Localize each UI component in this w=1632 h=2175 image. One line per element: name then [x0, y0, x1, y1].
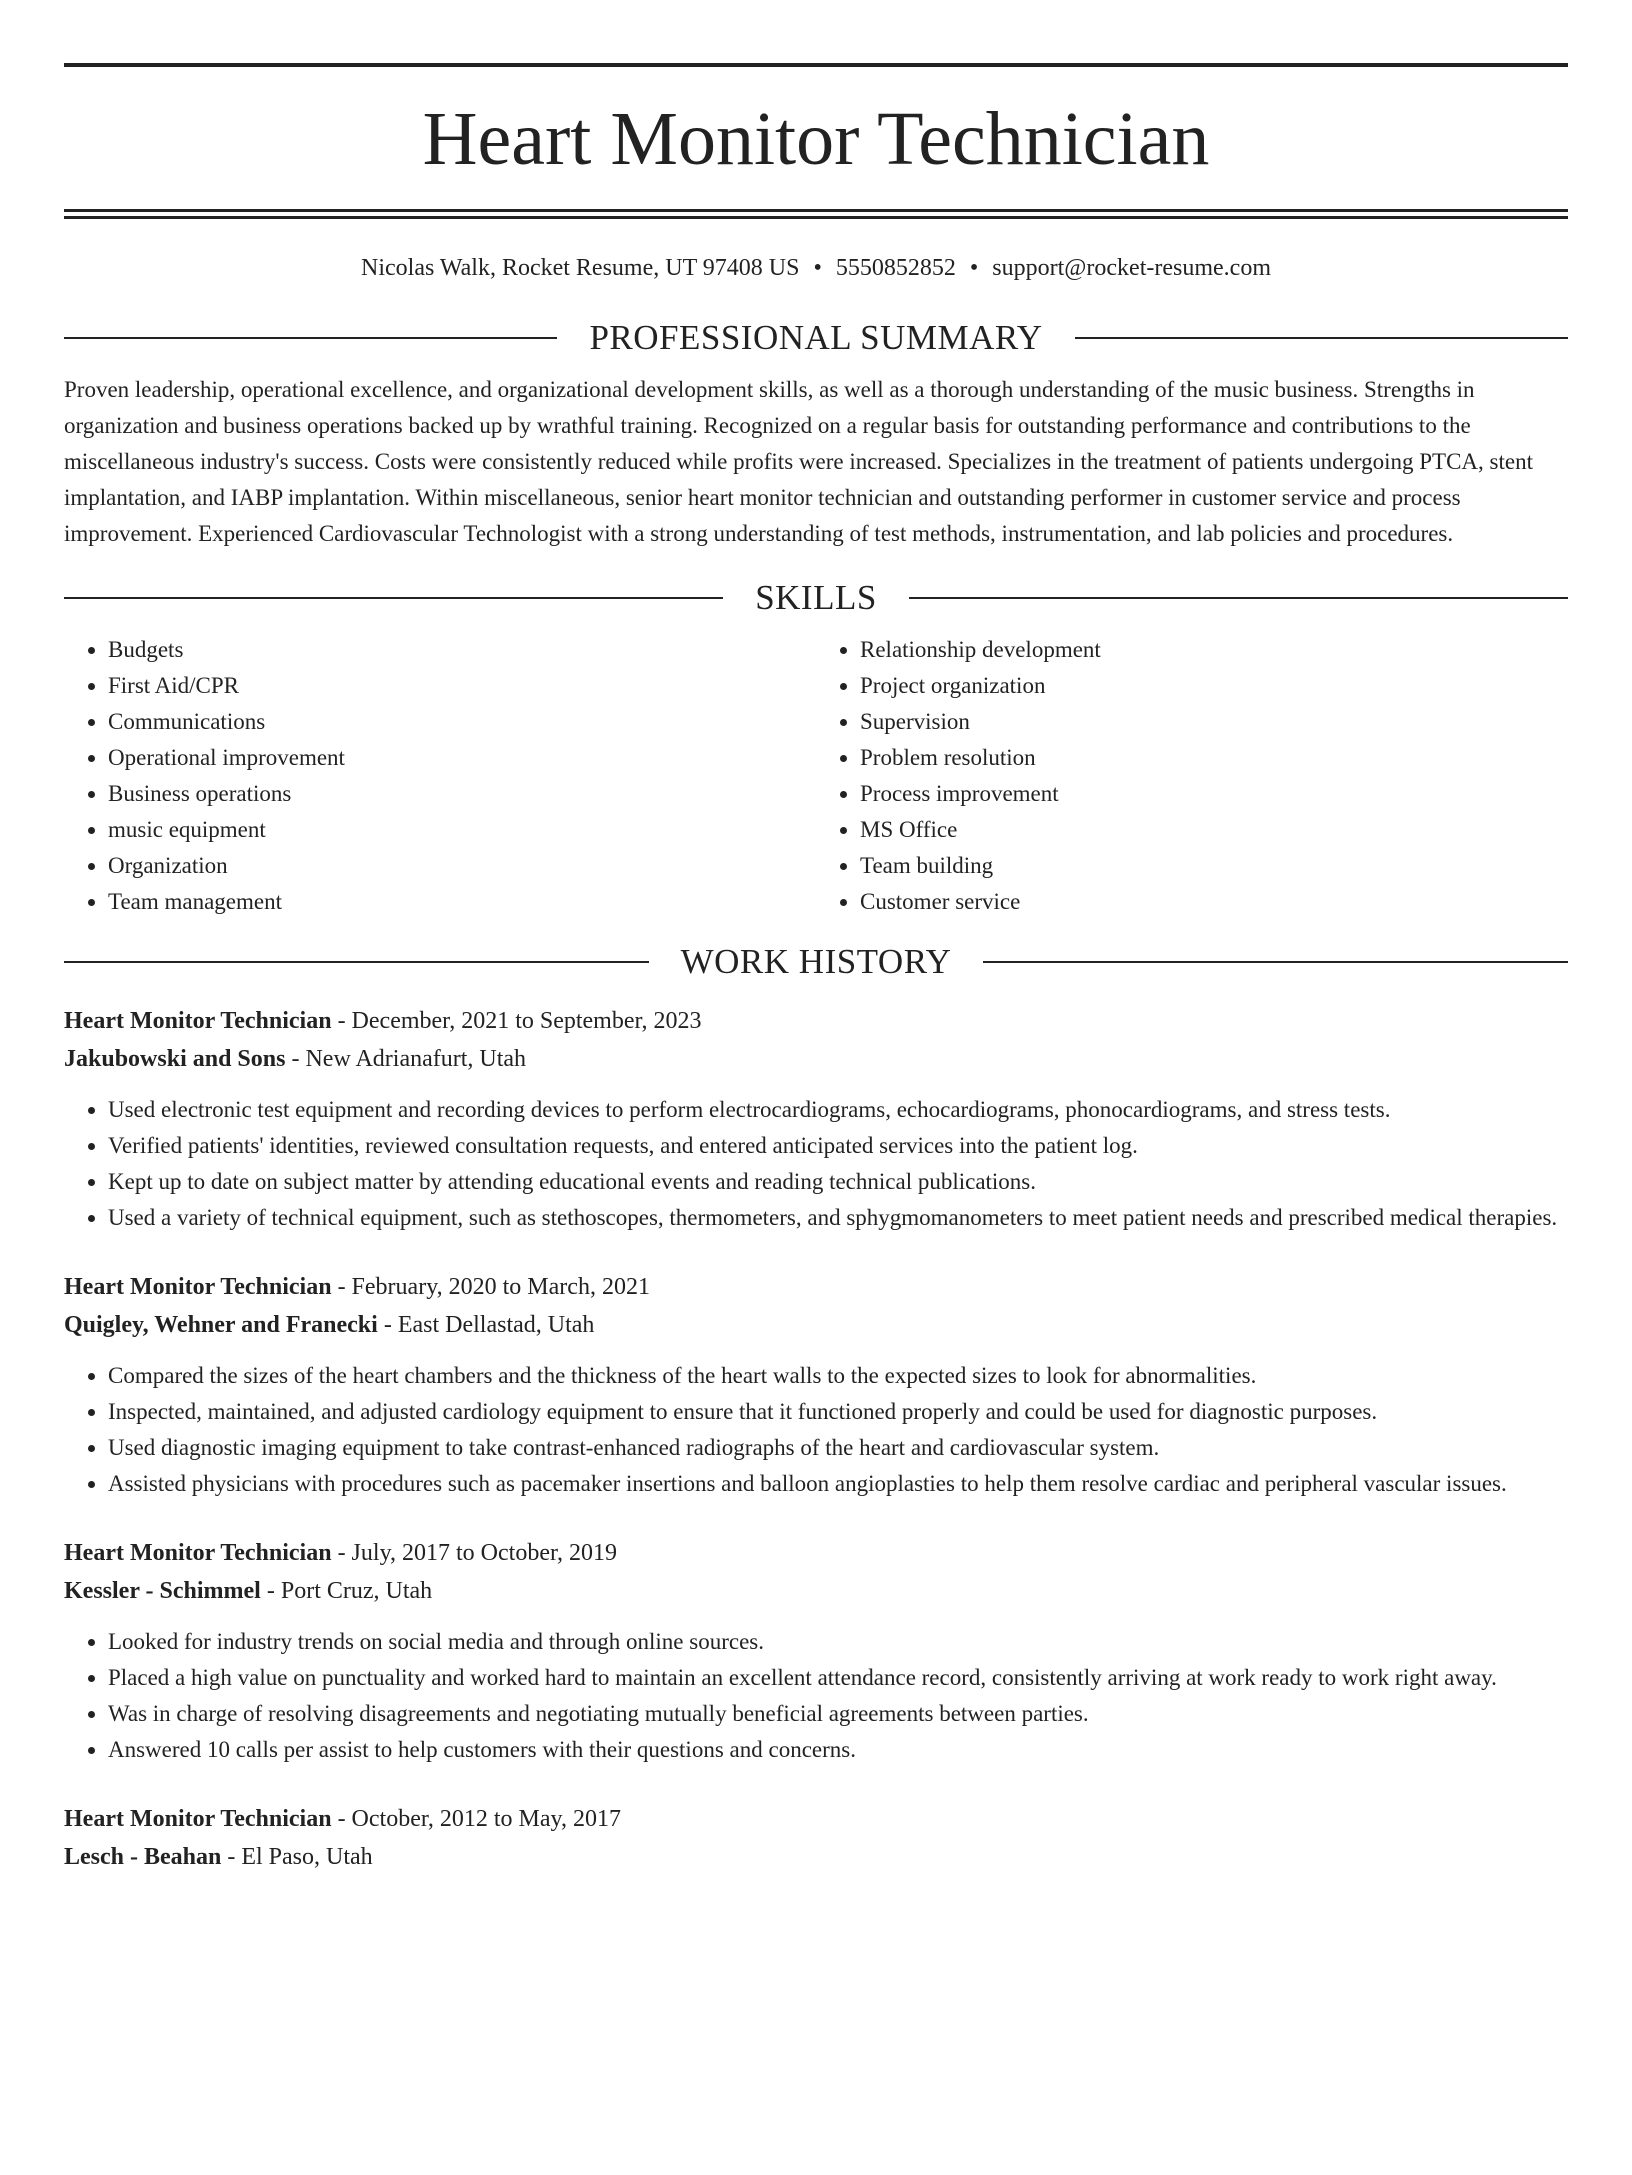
skill-item: • Process improvement	[860, 776, 1568, 812]
job-bullet: • Looked for industry trends on social media and through online sources.	[108, 1624, 1568, 1660]
job-company-line	[64, 1838, 1568, 1876]
job-bullet: • Inspected, maintained, and adjusted cardiology equipment to ensure that it functioned properly and could be used for diagnostic purposes.	[108, 1394, 1568, 1430]
job-company-line	[64, 1572, 1568, 1610]
job-location: - East Dellastad, Utah	[377, 1312, 595, 1338]
job-location: - El Paso, Utah	[221, 1844, 373, 1870]
skills-list	[64, 632, 1568, 920]
section-rule-left	[64, 337, 557, 339]
job-location: - Port Cruz, Utah	[260, 1578, 433, 1604]
skill-item: • Project organization	[860, 668, 1568, 704]
resume-title: Heart Monitor Technician	[422, 97, 1210, 181]
summary-section-header	[64, 318, 1568, 358]
job-dates: - July, 2017 to October, 2019	[331, 1540, 618, 1566]
job-dates: - February, 2020 to March, 2021	[331, 1274, 650, 1300]
skill-item: • Organization	[108, 848, 816, 884]
skills-section-header	[64, 578, 1568, 618]
skill-item: • Supervision	[860, 704, 1568, 740]
job-role-line	[64, 1002, 1568, 1040]
job-company: Kessler - Schimmel	[64, 1578, 261, 1604]
skill-item: • Budgets	[108, 632, 816, 668]
contact-phone: 5550852852	[835, 255, 956, 281]
job-entry	[64, 1268, 1568, 1502]
job-company: Jakubowski and Sons	[64, 1046, 286, 1072]
contact-line	[64, 252, 1568, 284]
job-entry	[64, 1800, 1568, 1876]
job-role: Heart Monitor Technician	[64, 1540, 332, 1566]
job-bullet: • Kept up to date on subject matter by attending educational events and reading technical publications.	[108, 1164, 1568, 1200]
skill-item: • Customer service	[860, 884, 1568, 920]
job-entry	[64, 1534, 1568, 1768]
job-bullets	[64, 1358, 1568, 1502]
skill-item: • Team building	[860, 848, 1568, 884]
skills-column-right	[816, 632, 1568, 920]
skill-item: • Problem resolution	[860, 740, 1568, 776]
job-role-line	[64, 1268, 1568, 1306]
job-bullet: • Used diagnostic imaging equipment to take contrast-enhanced radiographs of the heart and cardiovascular system.	[108, 1430, 1568, 1466]
job-bullet: • Assisted physicians with procedures such as pacemaker insertions and balloon angioplasties to help them resolve cardiac and peripheral vascular issues.	[108, 1466, 1568, 1502]
job-dates: - December, 2021 to September, 2023	[331, 1008, 702, 1034]
job-company: Quigley, Wehner and Franecki	[64, 1312, 378, 1338]
job-role-line	[64, 1800, 1568, 1838]
resume-page	[0, 63, 1632, 2175]
skill-item: • Relationship development	[860, 632, 1568, 668]
job-company-line	[64, 1306, 1568, 1344]
section-rule-left	[64, 597, 723, 599]
job-dates: - October, 2012 to May, 2017	[331, 1806, 621, 1832]
section-rule-right	[1075, 337, 1568, 339]
job-location: - New Adrianafurt, Utah	[285, 1046, 527, 1072]
skill-item: • Business operations	[108, 776, 816, 812]
job-role: Heart Monitor Technician	[64, 1806, 332, 1832]
job-bullet: • Used a variety of technical equipment, such as stethoscopes, thermometers, and sphygmomanometers to meet patient needs and prescribed medical therapies.	[108, 1200, 1568, 1236]
contact-email: support@rocket-resume.com	[992, 255, 1271, 281]
job-bullet: • Compared the sizes of the heart chambers and the thickness of the heart walls to the expected sizes to look for abnormalities.	[108, 1358, 1568, 1394]
contact-separator: •	[969, 255, 979, 281]
contact-address: Nicolas Walk, Rocket Resume, UT 97408 US	[361, 255, 800, 281]
section-rule-right	[909, 597, 1568, 599]
top-rule	[64, 63, 1568, 67]
skill-item: • Team management	[108, 884, 816, 920]
skill-item: • Communications	[108, 704, 816, 740]
job-role-line	[64, 1534, 1568, 1572]
work-section-header	[64, 942, 1568, 982]
title-double-rule	[64, 209, 1568, 219]
job-entry	[64, 1002, 1568, 1236]
contact-separator: •	[813, 255, 822, 281]
skills-column-left	[64, 632, 816, 920]
skill-item: • Operational improvement	[108, 740, 816, 776]
job-bullets	[64, 1092, 1568, 1236]
summary-section-title: PROFESSIONAL SUMMARY	[589, 318, 1043, 357]
skill-item: • First Aid/CPR	[108, 668, 816, 704]
job-role: Heart Monitor Technician	[64, 1008, 332, 1034]
section-rule-right	[983, 961, 1568, 963]
section-rule-left	[64, 961, 649, 963]
summary-text: Proven leadership, operational excellence, and organizational development skills, as well as a thorough understanding of the music business. Strengths in organization and business operations backed up by wrathful training. Recognized on a regular basis for outstanding performance and contributions to the miscellaneous industry's success. Costs were consistently reduced while profits were increased. Specializes in the treatment of patients undergoing PTCA, stent implantation, and IABP implantation. Within miscellaneous, senior heart monitor technician and outstanding performer in customer service and process improvement. Experienced Cardiovascular Technologist with a strong understanding of test methods, instrumentation, and lab policies and procedures.	[64, 377, 1533, 546]
job-company: Lesch - Beahan	[64, 1844, 222, 1870]
job-company-line	[64, 1040, 1568, 1078]
job-bullet: • Used electronic test equipment and recording devices to perform electrocardiograms, echocardiograms, phonocardiograms, and stress tests.	[108, 1092, 1568, 1128]
job-bullet: • Verified patients' identities, reviewed consultation requests, and entered anticipated services into the patient log.	[108, 1128, 1568, 1164]
job-bullet: • Was in charge of resolving disagreements and negotiating mutually beneficial agreements between parties.	[108, 1696, 1568, 1732]
job-bullets	[64, 1624, 1568, 1768]
work-section-title: WORK HISTORY	[680, 942, 952, 981]
skill-item: • music equipment	[108, 812, 816, 848]
job-bullet: • Answered 10 calls per assist to help customers with their questions and concerns.	[108, 1732, 1568, 1768]
skill-item: • MS Office	[860, 812, 1568, 848]
skills-section-title: SKILLS	[755, 578, 877, 617]
job-bullet: • Placed a high value on punctuality and worked hard to maintain an excellent attendance record, consistently arriving at work ready to work right away.	[108, 1660, 1568, 1696]
job-role: Heart Monitor Technician	[64, 1274, 332, 1300]
